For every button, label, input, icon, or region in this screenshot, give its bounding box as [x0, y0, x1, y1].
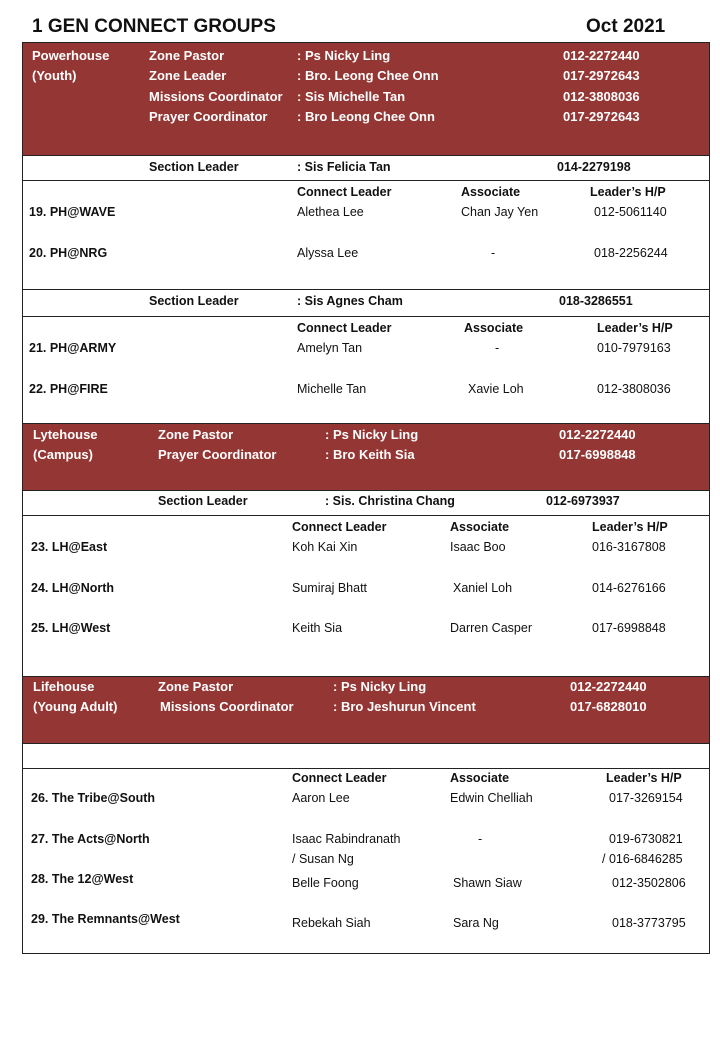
connect-leader: Alethea Lee — [297, 205, 364, 219]
page-date: Oct 2021 — [586, 16, 666, 37]
col-header-associate: Associate — [450, 771, 510, 785]
section-name: : Sis Agnes Cham — [297, 294, 403, 308]
leader-hp-secondary: / 016-6846285 — [602, 852, 683, 866]
role-label: Missions Coordinator — [160, 699, 294, 714]
leader-hp: 017-3269154 — [609, 791, 683, 805]
role-label: Zone Leader — [149, 68, 227, 83]
col-header-associate: Associate — [461, 185, 521, 199]
zone-subtitle: (Young Adult) — [33, 699, 118, 714]
leader-hp: 012-3502806 — [612, 876, 686, 890]
role-phone: 017-6998848 — [559, 447, 636, 462]
groups-table — [22, 316, 710, 424]
role-label: Prayer Coordinator — [158, 447, 277, 462]
col-header-hp: Leader’s H/P — [592, 520, 668, 534]
col-header-leader: Connect Leader — [297, 321, 392, 335]
section-leader-row — [22, 155, 710, 181]
groups-table — [22, 180, 710, 290]
role-phone: 017-2972643 — [563, 109, 640, 124]
associate: Shawn Siaw — [453, 876, 522, 890]
role-phone: 017-2972643 — [563, 68, 640, 83]
connect-leader: Belle Foong — [292, 876, 359, 890]
section-phone: 014-2279198 — [557, 160, 631, 174]
associate: - — [478, 832, 483, 846]
associate: - — [495, 341, 500, 355]
connect-leader: Sumiraj Bhatt — [292, 581, 368, 595]
role-label: Zone Pastor — [158, 679, 234, 694]
col-header-hp: Leader’s H/P — [590, 185, 666, 199]
role-name: : Ps Nicky Ling — [333, 679, 427, 694]
zone-subtitle: (Youth) — [32, 68, 77, 83]
leader-hp: 012-5061140 — [594, 205, 667, 219]
associate: Darren Casper — [450, 621, 532, 635]
section-phone: 018-3286551 — [559, 294, 633, 308]
group-name: 27. The Acts@North — [31, 832, 150, 846]
leader-hp: 018-2256244 — [594, 246, 668, 260]
associate: Chan Jay Yen — [461, 205, 539, 219]
group-name: 24. LH@North — [31, 581, 115, 595]
zone-subtitle: (Campus) — [33, 447, 93, 462]
connect-leader: Alyssa Lee — [297, 246, 359, 260]
zone-name: Lifehouse — [33, 679, 95, 694]
zone-name: Lytehouse — [33, 427, 98, 442]
empty-row — [22, 743, 710, 769]
col-header-leader: Connect Leader — [297, 185, 392, 199]
role-name: : Bro. Leong Chee Onn — [297, 68, 439, 83]
connect-leader: Rebekah Siah — [292, 916, 371, 930]
leader-hp: 019-6730821 — [609, 832, 683, 846]
section-leader-row — [22, 490, 710, 516]
role-phone: 012-2272440 — [570, 679, 647, 694]
role-label: Zone Pastor — [149, 48, 225, 63]
role-name: : Bro Leong Chee Onn — [297, 109, 435, 124]
group-name: 28. The 12@West — [31, 872, 134, 886]
leader-hp: 018-3773795 — [612, 916, 686, 930]
section-label: Section Leader — [158, 494, 248, 508]
section-name: : Sis Felicia Tan — [297, 160, 391, 174]
page-title: 1 GEN CONNECT GROUPS — [32, 16, 276, 37]
section-label: Section Leader — [149, 160, 239, 174]
connect-leader: Michelle Tan — [297, 382, 367, 396]
connect-leader: Aaron Lee — [292, 791, 350, 805]
connect-leader: Amelyn Tan — [297, 341, 363, 355]
associate: Sara Ng — [453, 916, 499, 930]
role-name: : Bro Jeshurun Vincent — [333, 699, 476, 714]
leader-hp: 010-7979163 — [597, 341, 671, 355]
group-name: 22. PH@FIRE — [29, 382, 108, 396]
role-name: : Bro Keith Sia — [325, 447, 415, 462]
section-leader-row — [22, 289, 710, 317]
role-name: : Ps Nicky Ling — [297, 48, 391, 63]
role-phone: 012-2272440 — [559, 427, 636, 442]
groups-table — [22, 515, 710, 677]
col-header-hp: Leader’s H/P — [597, 321, 673, 335]
group-name: 29. The Remnants@West — [31, 912, 180, 926]
leader-hp: 012-3808036 — [597, 382, 671, 396]
role-name: : Sis Michelle Tan — [297, 89, 406, 104]
section-phone: 012-6973937 — [546, 494, 620, 508]
leader-hp: 017-6998848 — [592, 621, 666, 635]
role-label: Zone Pastor — [158, 427, 234, 442]
associate: Xavie Loh — [468, 382, 524, 396]
group-name: 20. PH@NRG — [29, 246, 108, 260]
associate: - — [491, 246, 496, 260]
associate: Isaac Boo — [450, 540, 506, 554]
section-name: : Sis. Christina Chang — [325, 494, 455, 508]
role-phone: 012-2272440 — [563, 48, 640, 63]
group-name: 25. LH@West — [31, 621, 111, 635]
zone-lifehouse — [22, 676, 710, 744]
associate: Edwin Chelliah — [450, 791, 533, 805]
section-label: Section Leader — [149, 294, 239, 308]
connect-leader: Isaac Rabindranath — [292, 832, 401, 846]
group-name: 21. PH@ARMY — [29, 341, 117, 355]
col-header-associate: Associate — [450, 520, 510, 534]
leader-hp: 014-6276166 — [592, 581, 666, 595]
group-name: 26. The Tribe@South — [31, 791, 156, 805]
leader-hp: 016-3167808 — [592, 540, 666, 554]
group-name: 23. LH@East — [31, 540, 108, 554]
zone-lytehouse — [22, 423, 710, 491]
role-phone: 017-6828010 — [570, 699, 647, 714]
col-header-hp: Leader’s H/P — [606, 771, 682, 785]
connect-leader-secondary: / Susan Ng — [292, 852, 354, 866]
groups-table — [22, 768, 710, 954]
zone-name: Powerhouse — [32, 48, 110, 63]
role-label: Missions Coordinator — [149, 89, 283, 104]
role-label: Prayer Coordinator — [149, 109, 268, 124]
associate: Xaniel Loh — [453, 581, 513, 595]
col-header-leader: Connect Leader — [292, 771, 387, 785]
zone-powerhouse — [22, 42, 710, 156]
col-header-leader: Connect Leader — [292, 520, 387, 534]
role-phone: 012-3808036 — [563, 89, 640, 104]
group-name: 19. PH@WAVE — [29, 205, 116, 219]
role-name: : Ps Nicky Ling — [325, 427, 419, 442]
col-header-associate: Associate — [464, 321, 524, 335]
connect-leader: Koh Kai Xin — [292, 540, 358, 554]
connect-leader: Keith Sia — [292, 621, 343, 635]
